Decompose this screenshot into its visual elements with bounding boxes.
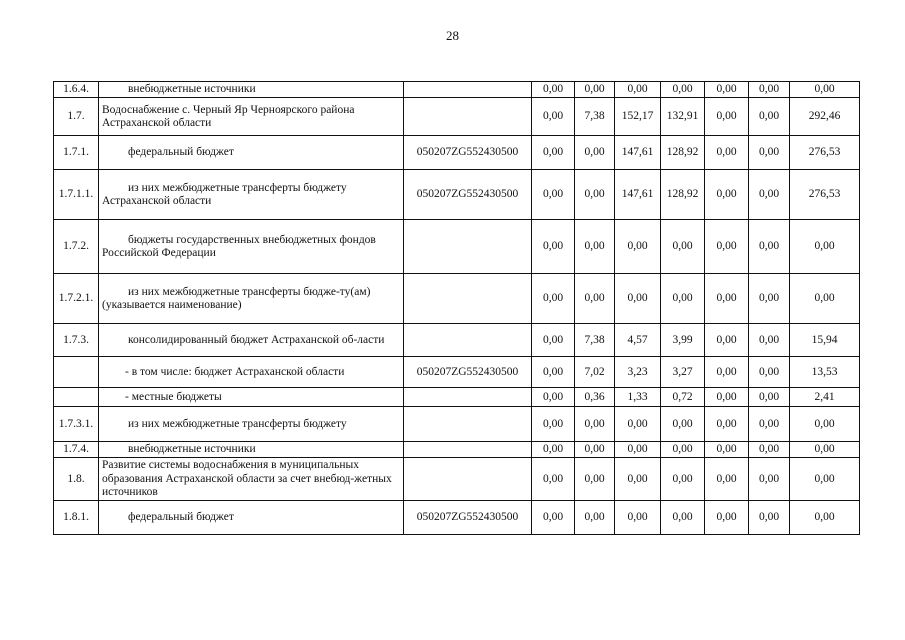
table-row bbox=[54, 458, 860, 501]
row-name-cell: внебюджетные источники bbox=[99, 442, 404, 458]
budget-code-cell bbox=[404, 458, 532, 501]
table-row bbox=[54, 501, 860, 535]
value-cell: 0,00 bbox=[749, 274, 790, 324]
value-cell: 0,00 bbox=[749, 458, 790, 501]
value-cell: 0,00 bbox=[661, 458, 705, 501]
value-cell: 0,00 bbox=[749, 442, 790, 458]
value-cell: 152,17 bbox=[615, 98, 661, 136]
value-cell: 0,00 bbox=[532, 136, 575, 170]
value-cell: 0,00 bbox=[532, 274, 575, 324]
value-cell: 0,00 bbox=[615, 220, 661, 274]
value-cell: 132,91 bbox=[661, 98, 705, 136]
value-cell: 0,00 bbox=[661, 82, 705, 98]
value-cell: 0,00 bbox=[661, 407, 705, 442]
value-cell: 147,61 bbox=[615, 136, 661, 170]
table-row bbox=[54, 357, 860, 388]
value-cell: 3,27 bbox=[661, 357, 705, 388]
value-cell: 0,00 bbox=[661, 501, 705, 535]
total-value-cell: 0,00 bbox=[790, 458, 860, 501]
value-cell: 0,00 bbox=[615, 274, 661, 324]
value-cell: 0,00 bbox=[705, 274, 749, 324]
value-cell: 0,00 bbox=[532, 220, 575, 274]
value-cell: 0,00 bbox=[532, 324, 575, 357]
value-cell: 0,00 bbox=[575, 220, 615, 274]
value-cell: 0,00 bbox=[532, 357, 575, 388]
value-cell: 3,99 bbox=[661, 324, 705, 357]
budget-code-cell bbox=[404, 407, 532, 442]
total-value-cell: 15,94 bbox=[790, 324, 860, 357]
value-cell: 0,00 bbox=[705, 324, 749, 357]
table-row bbox=[54, 82, 860, 98]
row-number-cell: 1.7.2.1. bbox=[54, 274, 99, 324]
value-cell: 4,57 bbox=[615, 324, 661, 357]
value-cell: 0,00 bbox=[661, 274, 705, 324]
value-cell: 0,00 bbox=[532, 501, 575, 535]
total-value-cell: 276,53 bbox=[790, 136, 860, 170]
value-cell: 0,00 bbox=[705, 220, 749, 274]
table-row bbox=[54, 220, 860, 274]
value-cell: 0,00 bbox=[575, 501, 615, 535]
total-value-cell: 0,00 bbox=[790, 82, 860, 98]
value-cell: 0,00 bbox=[532, 442, 575, 458]
value-cell: 0,00 bbox=[705, 442, 749, 458]
value-cell: 0,00 bbox=[615, 501, 661, 535]
budget-code-cell: 050207ZG552430500 bbox=[404, 136, 532, 170]
total-value-cell: 0,00 bbox=[790, 501, 860, 535]
value-cell: 0,00 bbox=[575, 274, 615, 324]
table-row bbox=[54, 98, 860, 136]
row-number-cell: 1.8. bbox=[54, 458, 99, 501]
table-body bbox=[54, 82, 860, 535]
value-cell: 0,00 bbox=[532, 458, 575, 501]
table-row bbox=[54, 388, 860, 407]
budget-code-cell bbox=[404, 442, 532, 458]
row-name-cell: бюджеты государственных внебюджетных фондов Российской Федерации bbox=[99, 220, 404, 274]
value-cell: 0,00 bbox=[749, 98, 790, 136]
value-cell: 128,92 bbox=[661, 136, 705, 170]
value-cell: 0,00 bbox=[661, 442, 705, 458]
value-cell: 0,00 bbox=[532, 170, 575, 220]
page-number: 28 bbox=[446, 28, 459, 43]
row-number-cell bbox=[54, 357, 99, 388]
row-name-cell: федеральный бюджет bbox=[99, 136, 404, 170]
total-value-cell: 13,53 bbox=[790, 357, 860, 388]
row-number-cell bbox=[54, 388, 99, 407]
row-number-cell: 1.7.3. bbox=[54, 324, 99, 357]
value-cell: 0,00 bbox=[749, 170, 790, 220]
value-cell: 7,02 bbox=[575, 357, 615, 388]
value-cell: 0,00 bbox=[749, 357, 790, 388]
value-cell: 0,00 bbox=[532, 407, 575, 442]
budget-code-cell bbox=[404, 98, 532, 136]
value-cell: 0,00 bbox=[749, 82, 790, 98]
row-number-cell: 1.7.1.1. bbox=[54, 170, 99, 220]
row-number-cell: 1.7.4. bbox=[54, 442, 99, 458]
total-value-cell: 0,00 bbox=[790, 442, 860, 458]
value-cell: 0,00 bbox=[749, 324, 790, 357]
value-cell: 0,00 bbox=[575, 458, 615, 501]
budget-table bbox=[53, 81, 860, 535]
row-number-cell: 1.7.1. bbox=[54, 136, 99, 170]
table-row bbox=[54, 407, 860, 442]
value-cell: 0,00 bbox=[661, 220, 705, 274]
value-cell: 0,00 bbox=[575, 170, 615, 220]
table-row bbox=[54, 136, 860, 170]
total-value-cell: 0,00 bbox=[790, 407, 860, 442]
row-number-cell: 1.8.1. bbox=[54, 501, 99, 535]
row-number-cell: 1.7.3.1. bbox=[54, 407, 99, 442]
value-cell: 0,00 bbox=[749, 136, 790, 170]
row-name-cell: федеральный бюджет bbox=[99, 501, 404, 535]
table-row bbox=[54, 274, 860, 324]
value-cell: 0,00 bbox=[705, 136, 749, 170]
value-cell: 0,36 bbox=[575, 388, 615, 407]
value-cell: 0,00 bbox=[705, 458, 749, 501]
total-value-cell: 292,46 bbox=[790, 98, 860, 136]
budget-code-cell bbox=[404, 220, 532, 274]
value-cell: 0,00 bbox=[705, 82, 749, 98]
value-cell: 0,00 bbox=[705, 170, 749, 220]
budget-code-cell bbox=[404, 388, 532, 407]
value-cell: 0,00 bbox=[532, 388, 575, 407]
table-row bbox=[54, 170, 860, 220]
row-name-cell: - в том числе: бюджет Астраханской области bbox=[99, 357, 404, 388]
value-cell: 7,38 bbox=[575, 98, 615, 136]
budget-code-cell: 050207ZG552430500 bbox=[404, 170, 532, 220]
value-cell: 0,00 bbox=[615, 442, 661, 458]
value-cell: 0,00 bbox=[705, 357, 749, 388]
value-cell: 128,92 bbox=[661, 170, 705, 220]
value-cell: 0,00 bbox=[705, 388, 749, 407]
row-name-cell: из них межбюджетные трансферты бюджету Астраханской области bbox=[99, 170, 404, 220]
budget-code-cell bbox=[404, 274, 532, 324]
table-row bbox=[54, 324, 860, 357]
budget-code-cell bbox=[404, 324, 532, 357]
value-cell: 3,23 bbox=[615, 357, 661, 388]
row-name-cell: - местные бюджеты bbox=[99, 388, 404, 407]
value-cell: 0,00 bbox=[575, 407, 615, 442]
value-cell: 0,00 bbox=[705, 98, 749, 136]
value-cell: 147,61 bbox=[615, 170, 661, 220]
budget-code-cell bbox=[404, 82, 532, 98]
value-cell: 0,00 bbox=[749, 388, 790, 407]
total-value-cell: 276,53 bbox=[790, 170, 860, 220]
total-value-cell: 2,41 bbox=[790, 388, 860, 407]
value-cell: 0,00 bbox=[615, 458, 661, 501]
value-cell: 0,00 bbox=[575, 442, 615, 458]
value-cell: 0,00 bbox=[575, 136, 615, 170]
table-row bbox=[54, 442, 860, 458]
budget-code-cell: 050207ZG552430500 bbox=[404, 357, 532, 388]
value-cell: 0,00 bbox=[615, 407, 661, 442]
value-cell: 0,72 bbox=[661, 388, 705, 407]
row-number-cell: 1.6.4. bbox=[54, 82, 99, 98]
total-value-cell: 0,00 bbox=[790, 274, 860, 324]
budget-code-cell: 050207ZG552430500 bbox=[404, 501, 532, 535]
value-cell: 0,00 bbox=[532, 98, 575, 136]
row-name-cell: Развитие системы водоснабжения в муниципальных образования Астраханской области за счет внебюд-жетных источников bbox=[99, 458, 404, 501]
row-name-cell: внебюджетные источники bbox=[99, 82, 404, 98]
value-cell: 7,38 bbox=[575, 324, 615, 357]
value-cell: 0,00 bbox=[705, 407, 749, 442]
row-name-cell: Водоснабжение с. Черный Яр Черноярского района Астраханской области bbox=[99, 98, 404, 136]
value-cell: 0,00 bbox=[749, 220, 790, 274]
row-name-cell: из них межбюджетные трансферты бюджету bbox=[99, 407, 404, 442]
row-number-cell: 1.7.2. bbox=[54, 220, 99, 274]
value-cell: 1,33 bbox=[615, 388, 661, 407]
value-cell: 0,00 bbox=[575, 82, 615, 98]
value-cell: 0,00 bbox=[615, 82, 661, 98]
total-value-cell: 0,00 bbox=[790, 220, 860, 274]
row-number-cell: 1.7. bbox=[54, 98, 99, 136]
value-cell: 0,00 bbox=[705, 501, 749, 535]
value-cell: 0,00 bbox=[749, 407, 790, 442]
row-name-cell: консолидированный бюджет Астраханской об-ласти bbox=[99, 324, 404, 357]
row-name-cell: из них межбюджетные трансферты бюдже-ту(ам) (указывается наименование) bbox=[99, 274, 404, 324]
value-cell: 0,00 bbox=[532, 82, 575, 98]
value-cell: 0,00 bbox=[749, 501, 790, 535]
